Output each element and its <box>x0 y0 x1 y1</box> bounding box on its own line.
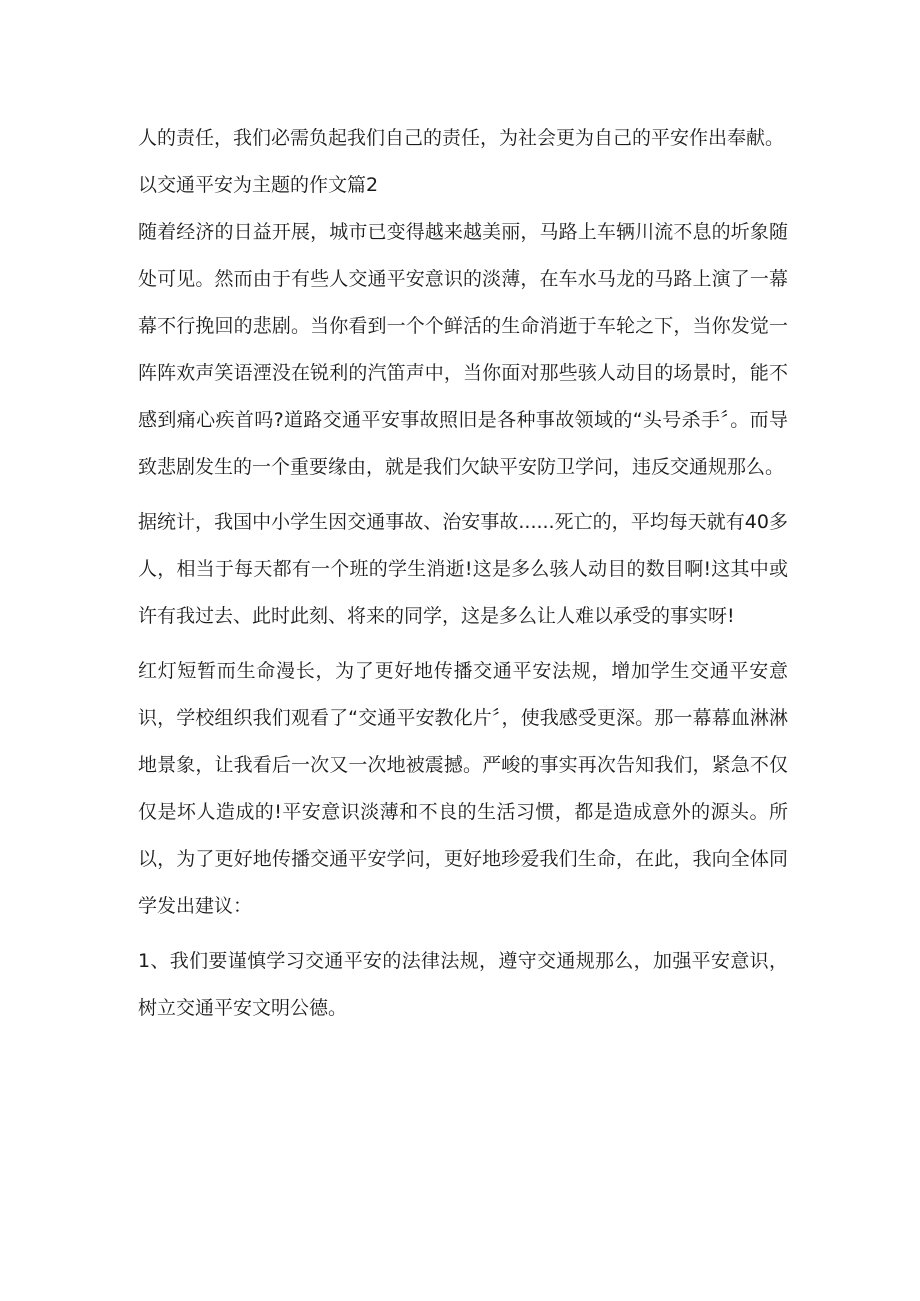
paragraph: 红灯短暂而生命漫长，为了更好地传播交通平安法规，增加学生交通平安意识，学校组织我们观看了“交通平安教化片〞，使我感受更深。那一幕幕血淋淋地景象，让我看后一次又一次地被震撼。严峻的事实再次告知我们，紧急不仅仅是坏人造成的!平安意识淡薄和不良的生活习惯，都是造成意外的源头。所以，为了更好地传播交通平安学问，更好地珍爱我们生命，在此，我向全体同学发出建议： <box>138 660 788 917</box>
paragraph: 随着经济的日益开展，城市已变得越来越美丽，马路上车辆川流不息的圻象随处可见。然而由于有些人交通平安意识的淡薄，在车水马龙的马路上演了一幕幕不行挽回的悲剧。当你看到一个个鲜活的生命消逝于车轮之下，当你发觉一阵阵欢声笑语湮没在锐利的汽笛声中，当你面对那些骇人动目的场景时，能不感到痛心疾首吗?道路交通平安事故照旧是各种事故领域的“头号杀手〞。而导致悲剧发生的一个重要缘由，就是我们欠缺平安防卫学问，违反交通规那么。 <box>138 221 788 478</box>
section-heading: 以交通平安为主题的作文篇2 <box>138 174 379 196</box>
paragraph-continuation: 人的责任，我们必需负起我们自己的责任，为社会更为自己的平安作出奉献。 <box>138 127 785 149</box>
paragraph: 据统计，我国中小学生因交通事故、治安事故......死亡的，平均每天就有40多人，相当于每天都有一个班的学生消逝!这是多么骇人动目的数目啊!这其中或许有我过去、此时此刻、将来的同学，这是多么让人难以承受的事实呀! <box>138 511 788 627</box>
document-body <box>138 115 788 1032</box>
list-item: 1、我们要谨慎学习交通平安的法律法规，遵守交通规那么，加强平安意识，树立交通平安文明公德。 <box>138 950 788 1019</box>
